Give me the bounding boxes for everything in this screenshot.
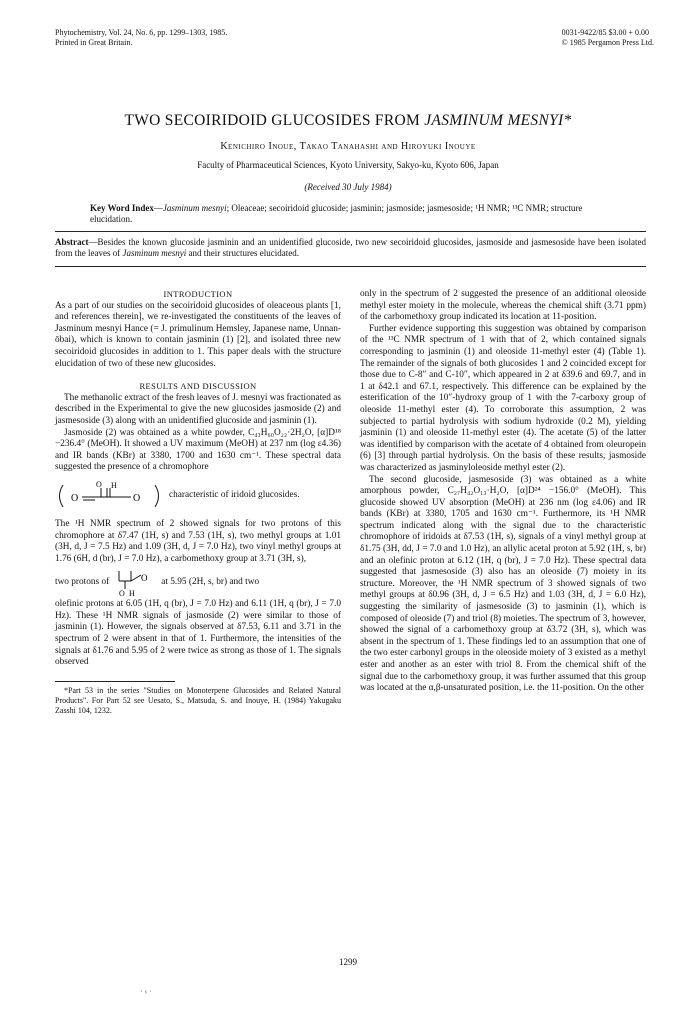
affiliation: Faculty of Pharmaceutical Sciences, Kyoto University, Sakyo-ku, Kyoto 606, Japan — [197, 160, 499, 170]
keyword-index: Key Word Index—Jasminum mesnyi; Oleaceae; secoiridoid glucoside; jasminin; jasmoside; jasmesoside; ¹H NMR; ¹³C NMR; structure elucidation. — [90, 203, 583, 224]
abstract-bottom-rule — [55, 266, 646, 267]
results-paragraph-2: Jasmoside (2) was obtained as a white powder, C₄₃H₆₀O₂₂·2H₂O, [α]D¹⁸ −236.4° (MeOH). It showed a UV maximum (MeOH) at 237 nm (log ε4.36) and IR bands (KBr) at 3380, 1700 and 1630 cm⁻¹. These spectral data suggested the presence of a chromophore — [55, 427, 341, 473]
results-paragraph-4: olefinic protons at 6.05 (1H, q (br), J = 7.0 Hz) and 6.11 (1H, q (br), J = 7.0 Hz). These ¹H NMR signals of jasmoside (2) were similar to those of jasminin (1). However, the signals observed at δ7.53, 6.11 and 3.71 in the spectrum of 2 were absent in that of 1. Furthermore, the intensities of the signals at δ1.76 and 5.95 of 2 were twice as strong as those of 1. The signals observed — [55, 599, 341, 668]
page-number: 1299 — [339, 957, 357, 967]
intro-paragraph: As a part of our studies on the secoiridoid glucosides of oleaceous plants [1, and references therein], we re-investigated the constituents of the leaves of Jasminum mesnyi Hance (= J. primulinum Hemsley, Japanese name, Unnan-ōbai), which is known to contain jasminin (1) [2], and isolated three new secoiridoid glucosides in addition to 1. This paper deals with the structure elucidation of two of these new glucosides. — [55, 300, 341, 369]
right-paragraph-1: only in the spectrum of 2 suggested the presence of an additional oleoside methyl ester moiety in the molecule, whereas the chemical shift (3.71 ppm) of the carbomethoxy group indicated its location at 11-position. — [360, 289, 646, 323]
journal-code: 0031-9422/85 $3.00 + 0.00 — [561, 28, 650, 37]
svg-text:O: O — [119, 589, 126, 598]
abstract-top-rule — [55, 231, 646, 232]
footnote: *Part 53 in the series "Studies on Monoterpene Glucosides and Related Natural Products". For Part 52 see Uesato, S., Matsuda, S. and Inouye, H. (1984) Yakugaku Zasshi 104, 1232. — [55, 685, 341, 715]
two-protons-shift: at 5.95 (2H, s, br) and two — [161, 577, 260, 588]
journal-citation: Phytochemistry, Vol. 24, No. 6, pp. 1299–1303, 1985. — [55, 28, 228, 37]
margin-marks: · ‹ · — [140, 987, 152, 996]
svg-text:O: O — [71, 492, 79, 504]
svg-text:H: H — [129, 589, 136, 598]
journal-header-right — [562, 28, 654, 48]
paper-title — [0, 112, 696, 130]
right-paragraph-2: Further evidence supporting this suggestion was obtained by comparison of the ¹³C NMR spectrum of 1 with that of 2, which contained signals corresponding to jasminin (1) and oleoside 11-methyl ester (4) (Table 1). The remainder of the signals of both glucosides 1 and 2 coincided except for those due to C-8″ and C-10″, which appeared in 2 at δ39.6 and 69.7, and in 1 at δ42.1 and 67.1, respectively. This difference can be explained by the esterification of the 10″-hydroxy group of 1 with the 7-carboxy group of oleoside 11-methyl ester (4). To corroborate this assumption, 2 was subjected to partial hydrolysis with sodium hydroxide (0.2 M), yielding jasminin (1) and oleoside 11-methyl ester (4). The acetate (5) of the latter was identified by comparison with the acetate of 4 obtained from oleuropein (6) [3] through partial hydrolysis. On the basis of these results, jasmoside was characterized as jasminyloleoside methyl ester (2). — [360, 323, 646, 473]
keyword-italic: Jasminum mesnyi — [162, 203, 227, 213]
title-main: TWO SECOIRIDOID GLUCOSIDES FROM — [124, 112, 425, 129]
introduction-heading: INTRODUCTION — [163, 289, 233, 299]
title-italic: JASMINUM MESNYI* — [424, 112, 572, 129]
copyright-line: © 1985 Pergamon Press Ltd. — [561, 38, 654, 47]
chromophore-caption: characteristic of iridoid glucosides. — [169, 490, 300, 501]
abstract-label: Abstract — [55, 237, 89, 247]
right-paragraph-3: The second glucoside, jasmesoside (3) was obtained as a white amorphous powder, C₂₇H₄₂O₁₃·H₂O, [α]D²⁴ −156.0° (MeOH). This glucoside showed UV absorption (MeOH) at 236 nm (log ε4.06) and IR bands (KBr) at 3380, 1705 and 1630 cm⁻¹. Furthermore, its ¹H NMR spectrum indicated along with the signal due to the characteristic chromophore of iridoids at δ7.53 (1H, s), signals of a vinyl methyl group at δ1.75 (3H, dd, J = 7.0 and 1.0 Hz), an allylic acetal proton at 5.92 (1H, s, br) and an olefinic proton at 6.12 (1H, q (br), J = 7.0 Hz). These spectral data suggested that jasmesoside (3) also has an oleoside (7) moiety in its structure. Moreover, the ¹H NMR spectrum of 3 showed signals of two methyl groups at δ0.96 (3H, d, J = 6.5 Hz) and 1.03 (3H, d, J = 6.0 Hz), suggesting the similarity of jasmesoside (3) to jasminin (1), which is composed of oleoside (7) and triol (8) moieties. The spectrum of 3, however, showed the signal of a carbomethoxy group at δ3.72 (3H, s), which was absent in the spectrum of 1. These findings led to an assumption that one of the two ester carbonyl groups in the oleoside moiety of 3 existed as a methyl ester and another as an ester with triol 8. From the chemical shift of the signal due to the carbomethoxy group, it was further assumed that this group was located at the α,β-unsaturated position, i.e. the 11-position. On the other — [360, 474, 646, 694]
results-paragraph-1: The methanolic extract of the fresh leaves of J. mesnyi was fractionated as described in the Experimental to give the new glucosides jasmoside (2) and jasmesoside (3) along with an unidentified glucoside and jasminin (1). — [55, 392, 341, 426]
right-column — [360, 289, 646, 695]
printed-location: Printed in Great Britain. — [55, 38, 133, 47]
chromophore-line — [55, 479, 341, 513]
received-date: (Received 30 July 1984) — [304, 182, 392, 192]
svg-text:O: O — [141, 573, 148, 584]
footnote-rule — [55, 681, 175, 682]
abstract-text-1: —Besides the known glucoside jasminin and an unidentified glucoside, two new secoiridoid glucosides, jasmoside and jasmesoside have been isolated from the leaves of — [55, 237, 646, 258]
abstract-italic: Jasminum mesnyi — [122, 248, 187, 258]
svg-text:H: H — [111, 480, 117, 490]
abstract — [55, 237, 646, 259]
svg-text:O: O — [96, 479, 102, 489]
journal-header-left — [55, 28, 227, 48]
two-protons-label: two protons of — [55, 577, 110, 588]
keyword-label: Key Word Index — [90, 203, 154, 213]
svg-text:O: O — [133, 492, 141, 504]
results-heading: RESULTS AND DISCUSSION — [139, 381, 257, 392]
acetal-proton-line — [55, 569, 341, 597]
left-column — [55, 289, 341, 716]
results-paragraph-3: The ¹H NMR spectrum of 2 showed signals for two protons of this chromophore at δ7.47 (1H, s) and 7.53 (1H, s), two methyl groups at 1.01 (3H, d, J = 7.5 Hz) and 1.09 (3H, d, J = 7.0 Hz), two vinyl methyl groups at 1.76 (6H, d (br), J = 7.0 Hz), a carbomethoxy group at 3.71 (3H, s), — [55, 518, 341, 564]
author-list: Kenichiro Inoue, Takao Tanahashi and Hiroyuki Inouye — [220, 141, 476, 152]
keyword-text: ; Oleaceae; secoiridoid glucoside; jasminin; jasmoside; jasmesoside; ¹H NMR; ¹³C NMR; structure elucidation. — [90, 203, 583, 224]
abstract-text-2: and their structures elucidated. — [186, 248, 299, 258]
chromophore-structure-icon — [55, 479, 163, 513]
acetal-structure-icon — [113, 569, 157, 597]
